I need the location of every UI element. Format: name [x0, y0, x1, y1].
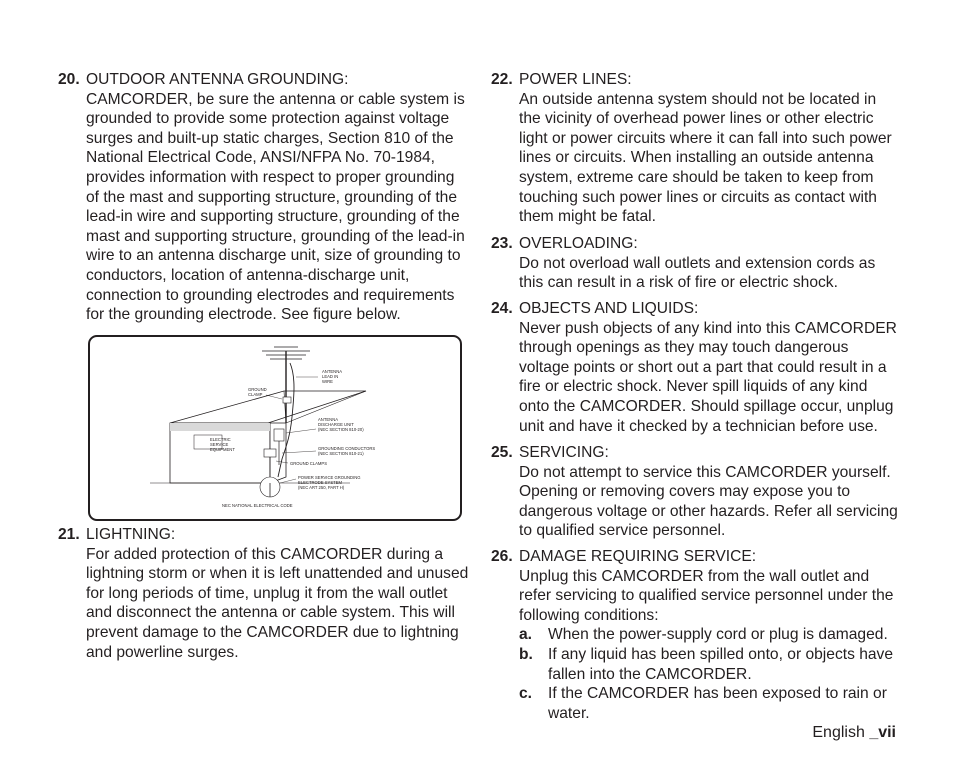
item-20 [58, 70, 470, 325]
sub-item-text: If any liquid has been spilled onto, or objects have fallen into the CAMCORDER. [548, 645, 894, 683]
item-26 [491, 547, 901, 723]
label-antenna-lead-3: WIRE [322, 379, 333, 384]
item-title: POWER LINES: [519, 71, 632, 88]
label-discharge-unit-2: DISCHARGE UNIT [318, 422, 354, 427]
item-title: DAMAGE REQUIRING SERVICE: [519, 548, 757, 565]
discharge-unit [274, 429, 284, 441]
label-power-service-1: POWER SERVICE GROUNDING [298, 475, 361, 480]
sub-item-a [519, 625, 901, 645]
antenna-grounding-diagram [90, 337, 464, 523]
item-23 [491, 234, 901, 293]
sub-item-letter: a. [519, 626, 533, 644]
item-title: SERVICING: [519, 444, 609, 461]
label-nec: NEC NATIONAL ELECTRICAL CODE [222, 503, 293, 508]
label-antenna-lead-2: LEAD IN [322, 374, 339, 379]
label-electric-service-1: ELECTRIC [210, 437, 231, 442]
item-24 [491, 299, 901, 436]
sub-item-text: If the CAMCORDER has been exposed to rain or water. [548, 685, 887, 722]
label-grounding-conductors-1: GROUNDING CONDUCTORS [318, 446, 376, 451]
label-ground-clamps: GROUND CLAMPS [290, 461, 327, 466]
sub-item-b [519, 645, 901, 684]
label-discharge-unit-3: (NEC SECTION 810-20) [318, 427, 364, 432]
antenna-grounding-figure [88, 335, 462, 521]
sub-item-text: When the power-supply cord or plug is damaged. [548, 626, 888, 644]
item-title: LIGHTNING: [86, 526, 176, 543]
item-number: 20. [58, 71, 80, 88]
label-power-service-3: (NEC ART 250, PART H) [298, 485, 345, 490]
item-number: 26. [491, 548, 513, 565]
house-wall [170, 423, 270, 483]
label-electric-service-3: EQUIPMENT [210, 447, 235, 452]
item-number: 24. [491, 300, 513, 317]
item-title: OUTDOOR ANTENNA GROUNDING: [86, 71, 349, 88]
footer-language: English [812, 724, 865, 741]
label-ground-clamp-2: CLAMP [248, 392, 263, 397]
item-text: Never push objects of any kind into this CAMCORDER through openings as they may touch dangerous voltage points or short out a part that could result in a fire or electric shock. Never spill liquids of any kind onto the CAMCORDER. Should spillage occur, unplug unit and have it checked by a technician before use. [519, 319, 897, 435]
item-title: OVERLOADING: [519, 235, 638, 252]
item-text: Do not attempt to service this CAMCORDER yourself. Opening or removing covers may expose you to dangerous voltage or other hazards. Refer all servicing to qualified service personnel. [519, 463, 898, 540]
label-antenna-lead-1: ANTENNA [322, 369, 343, 374]
item-text: For added protection of this CAMCORDER during a lightning storm or when it is left unattended and unused for long periods of time, unplug it from the wall outlet and disconnect the antenna or cable system. This will prevent damage to the CAMCORDER due to lightning and powerline surges. [86, 545, 469, 661]
page-footer [812, 724, 896, 742]
label-electric-service-2: SERVICE [210, 442, 229, 447]
label-discharge-unit-1: ANTENNA [318, 417, 339, 422]
item-title: OBJECTS AND LIQUIDS: [519, 300, 699, 317]
sub-item-letter: b. [519, 645, 533, 663]
item-22 [491, 70, 901, 227]
footer-page-number: _vii [869, 724, 896, 741]
item-number: 23. [491, 235, 513, 252]
item-text: Do not overload wall outlets and extension cords as this can result in a risk of fire or electric shock. [519, 254, 876, 292]
item-text: CAMCORDER, be sure the antenna or cable system is grounded to provide some protection against voltage surges and built-up static charges, Section 810 of the National Electrical Code, ANSI/NFPA No. 70-1984, provides information with respect to proper grounding of the mast and supporting structure, grounding of the lead-in wire and supporting structure, grounding of the mast and supporting structure, grounding of the lead-in wire to an antenna discharge unit, size of grounding to conductors, location of antenna-discharge unit, connection to grounding electrodes and requirements for the grounding electrode. See figure below. [86, 90, 465, 324]
item-21 [58, 525, 470, 662]
label-ground-clamp-1: GROUND [248, 387, 267, 392]
item-25 [491, 443, 901, 541]
sub-item-c [519, 684, 901, 723]
sub-item-letter: c. [519, 685, 533, 703]
item-text: Unplug this CAMCORDER from the wall outlet and refer servicing to qualified service personnel under the following conditions: [519, 567, 894, 624]
label-power-service-2: ELECTRODE SYSTEM [298, 480, 342, 485]
item-number: 22. [491, 71, 513, 88]
item-text: An outside antenna system should not be located in the vicinity of overhead power lines or other electric light or power circuits where it can fall into such power lines or circuits. When installing an outside antenna system, extreme care should be taken to keep from touching such power lines or circuits as contact with them might be fatal. [519, 90, 892, 226]
label-grounding-conductors-2: (NEC SECTION 810-21) [318, 451, 364, 456]
item-number: 21. [58, 526, 80, 543]
item-number: 25. [491, 444, 513, 461]
